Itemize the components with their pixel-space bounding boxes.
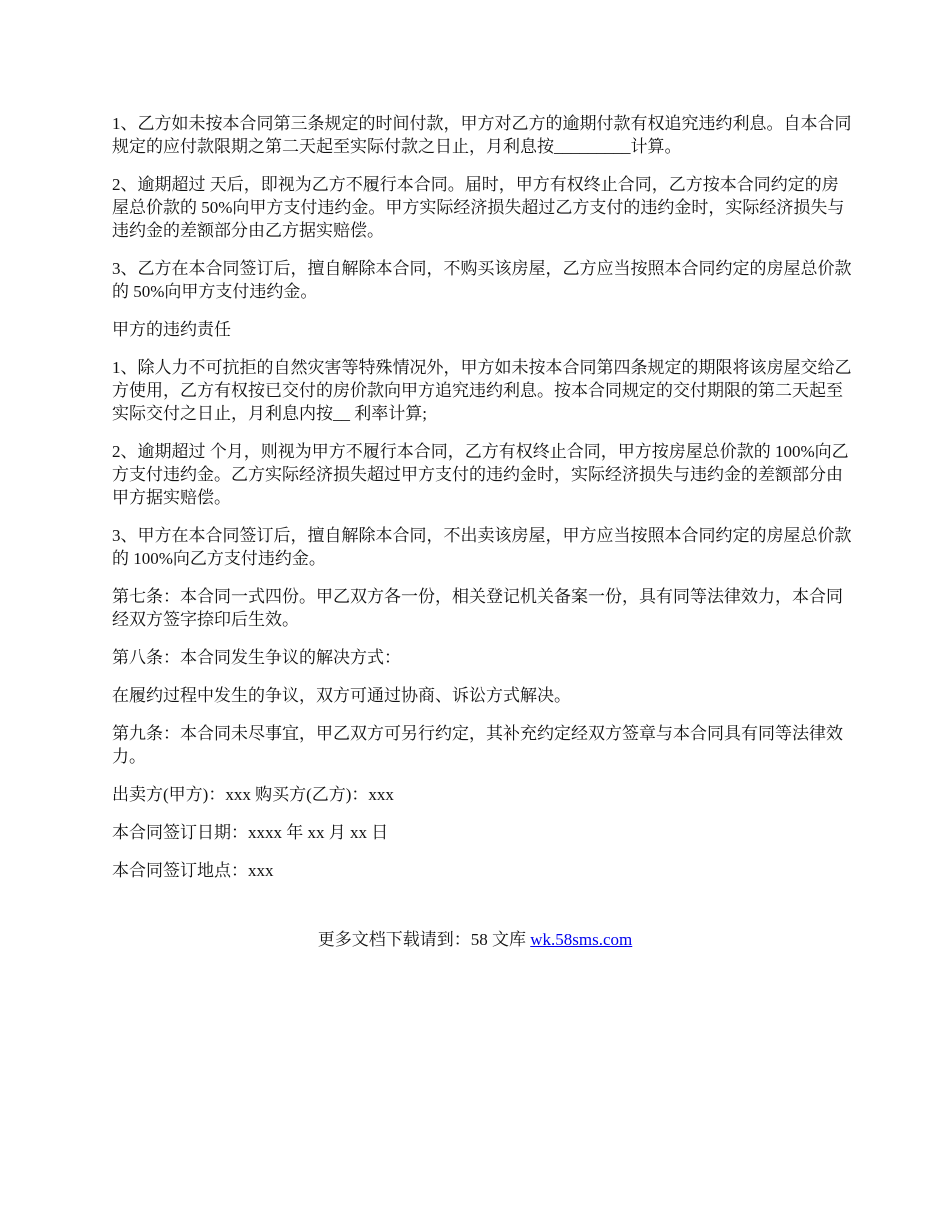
- dispute-resolution: 在履约过程中发生的争议，双方可通过协商、诉讼方式解决。: [112, 686, 571, 705]
- signing-place: 本合同签订地点：xxx: [112, 861, 274, 880]
- article-7: 第七条：本合同一式四份。甲乙双方各一份，相关登记机关备案一份，具有同等法律效力，本合同经双方签字捺印后生效。: [112, 587, 843, 629]
- section-heading-seller-liability: 甲方的违约责任: [112, 320, 231, 339]
- article-8: 第八条：本合同发生争议的解决方式：: [112, 648, 401, 667]
- clause-s2: 2、逾期超过 个月，则视为甲方不履行本合同，乙方有权终止合同，甲方按房屋总价款的 100%向乙方支付违约金。乙方实际经济损失超过甲方支付的违约金时，实际经济损失与违约金的差额部分由甲方据实赔偿。: [112, 442, 849, 507]
- clause-s3: 3、甲方在本合同签订后，擅自解除本合同，不出卖该房屋，甲方应当按照本合同约定的房屋总价款的 100%向乙方支付违约金。: [112, 526, 852, 568]
- footer-link[interactable]: wk.58sms.com: [530, 930, 633, 949]
- clause-b3: 3、乙方在本合同签订后，擅自解除本合同，不购买该房屋，乙方应当按照本合同约定的房屋总价款的 50%向甲方支付违约金。: [112, 259, 852, 301]
- clause-b1: 1、乙方如未按本合同第三条规定的时间付款，甲方对乙方的逾期付款有权追究违约利息。自本合同规定的应付款限期之第二天起至实际付款之日止，月利息按_________计算。: [112, 114, 852, 156]
- document-body: [112, 112, 852, 897]
- parties-line: 出卖方(甲方)：xxx 购买方(乙方)：xxx: [112, 785, 394, 804]
- signing-date: 本合同签订日期：xxxx 年 xx 月 xx 日: [112, 823, 389, 842]
- clause-b2: 2、逾期超过 天后，即视为乙方不履行本合同。届时，甲方有权终止合同，乙方按本合同约定的房屋总价款的 50%向甲方支付违约金。甲方实际经济损失超过乙方支付的违约金时，实际经济损失与违约金的差额部分由乙方据实赔偿。: [112, 175, 845, 240]
- article-9: 第九条：本合同未尽事宜，甲乙双方可另行约定，其补充约定经双方签章与本合同具有同等法律效力。: [112, 724, 843, 766]
- clause-s1: 1、除人力不可抗拒的自然灾害等特殊情况外，甲方如未按本合同第四条规定的期限将该房屋交给乙方使用，乙方有权按已交付的房价款向甲方追究违约利息。按本合同规定的交付期限的第二天起至实际交付之日止，月利息内按__ 利率计算;: [112, 358, 852, 423]
- footer: [0, 928, 950, 951]
- footer-text: 更多文档下载请到：58 文库: [317, 930, 531, 949]
